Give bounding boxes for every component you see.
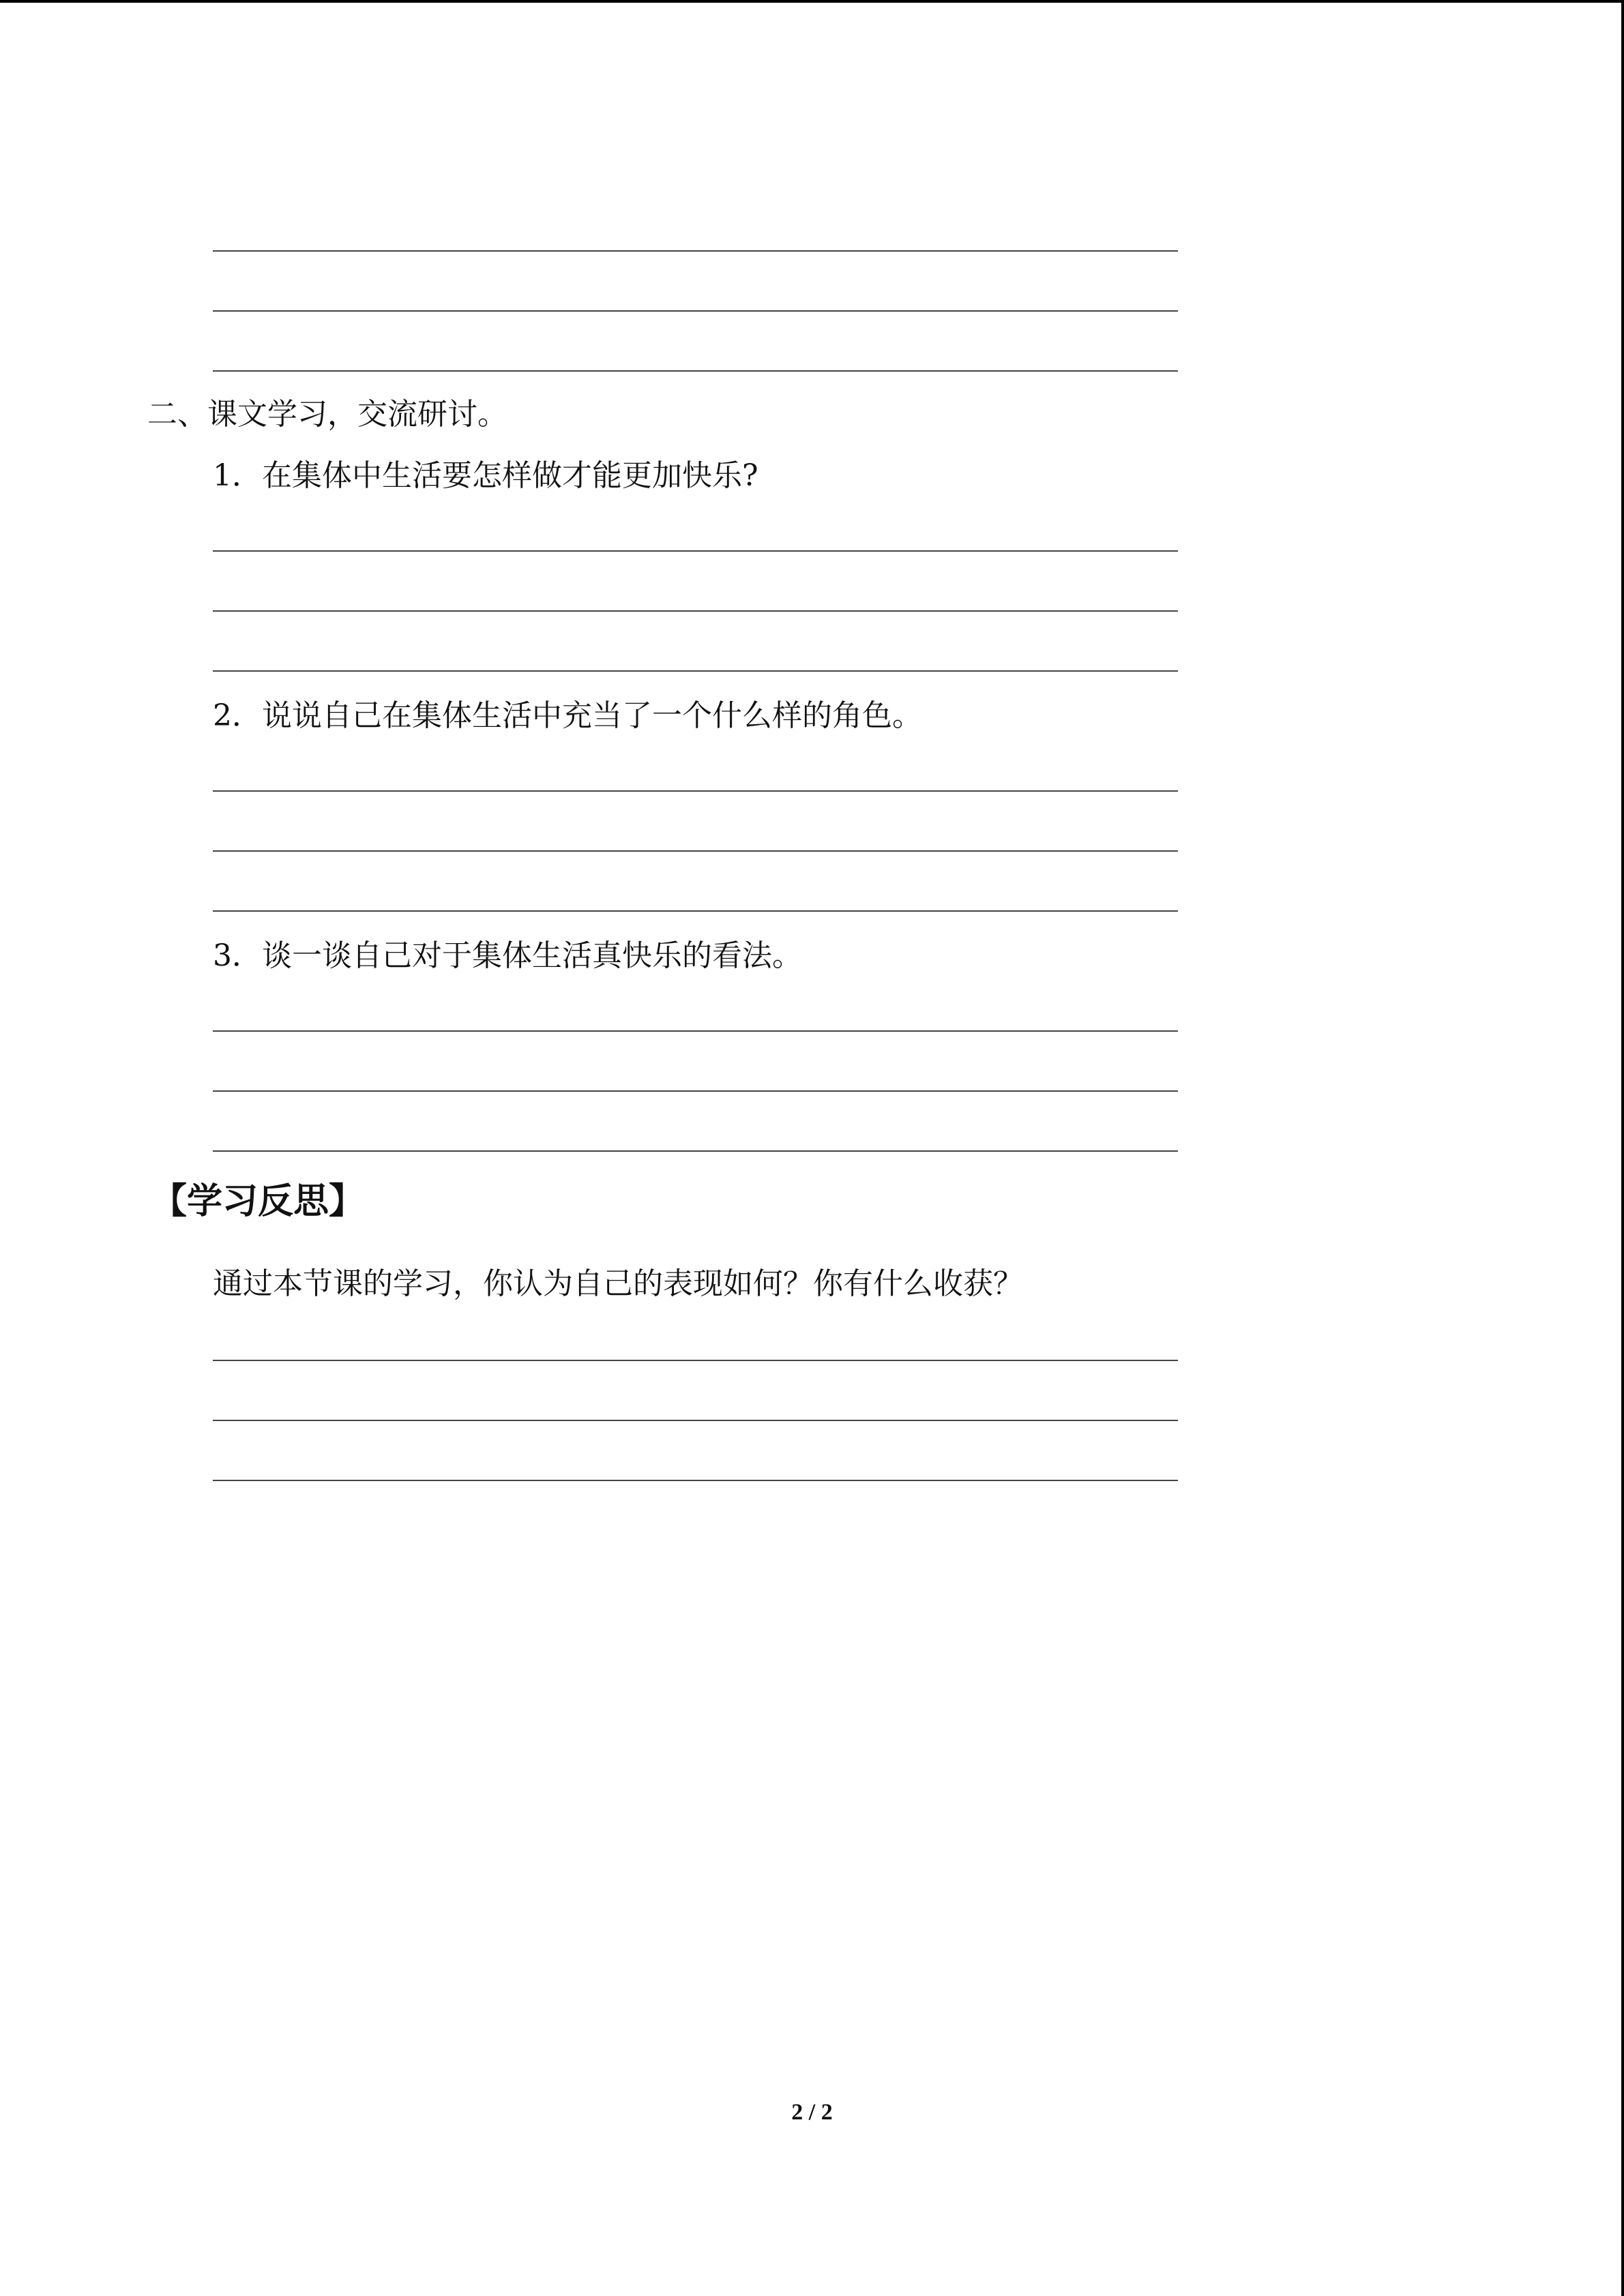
- answer-line: [213, 370, 1178, 372]
- page-number: 2 / 2: [791, 2100, 833, 2125]
- answer-line: [213, 850, 1178, 852]
- question-3: 3．谈一谈自己对于集体生活真快乐的看法。: [213, 938, 802, 973]
- answer-line: [213, 670, 1178, 672]
- section-title: 二、课文学习，交流研讨。: [147, 397, 507, 432]
- answer-line: [213, 550, 1178, 552]
- answer-line: [213, 610, 1178, 612]
- reflection-prompt: 通过本节课的学习，你认为自己的表现如何？你有什么收获？: [213, 1266, 1023, 1301]
- question-1: 1．在集体中生活要怎样做才能更加快乐?: [213, 458, 758, 493]
- answer-line: [213, 250, 1178, 252]
- answer-line: [213, 1030, 1178, 1032]
- page-border-right: [1621, 0, 1624, 2296]
- answer-line: [213, 1150, 1178, 1152]
- answer-line: [213, 1480, 1178, 1481]
- answer-line: [213, 790, 1178, 792]
- answer-line: [213, 310, 1178, 312]
- answer-line: [213, 910, 1178, 912]
- page-border-top: [0, 0, 1624, 3]
- question-2: 2．说说自己在集体生活中充当了一个什么样的角色。: [213, 698, 922, 733]
- reflection-heading: 【学习反思】: [151, 1181, 365, 1222]
- answer-line: [213, 1090, 1178, 1092]
- answer-line: [213, 1360, 1178, 1361]
- answer-line: [213, 1420, 1178, 1421]
